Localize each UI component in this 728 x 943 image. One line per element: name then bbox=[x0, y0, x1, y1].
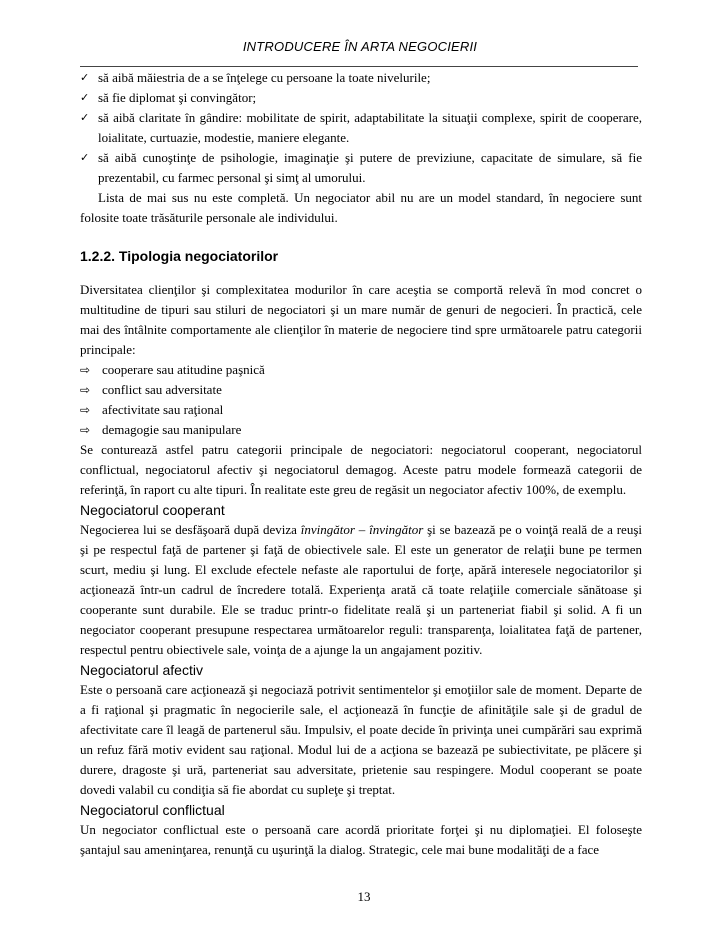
header-divider bbox=[80, 66, 638, 67]
conflictual-paragraph: Un negociator conflictual este o persoană care acordă prioritate forţei şi nu diplomaţiei. El foloseşte şantajul sau ameninţarea, renunţă cu uşurinţă la dialog. Strategic, cele mai bune modalităţi de a face bbox=[80, 822, 642, 857]
summary-paragraph: Se conturează astfel patru categorii principale de negociatori: negociatorul cooperant, negociatorul conflictual, negociatorul afectiv şi negociatorul demagog. Aceste patru modele formează categorii de referinţă, în raport cu alte tipuri. În realitate este greu de regăsit un negociator afectiv 100%, de exemplu. bbox=[80, 442, 642, 497]
checkmark-icon: ✓ bbox=[80, 151, 90, 164]
subheading-afectiv: Negociatorul afectiv bbox=[80, 662, 203, 678]
list-item-text: să aibă măiestria de a se înţelege cu persoane la toate nivelurile; bbox=[98, 70, 431, 85]
list-item-text: conflict sau adversitate bbox=[102, 382, 222, 397]
cooperant-text-start: Negocierea lui se desfăşoară după deviza bbox=[80, 522, 301, 537]
checkmark-icon: ✓ bbox=[80, 91, 90, 104]
afectiv-paragraph: Este o persoană care acţionează şi negociază potrivit sentimentelor şi emoţiilor sale de moment. Departe de a fi raţional şi pragmatic în negocierile sale, el acţionează în funcţie de afinităţile sale şi de gradul de afectivitate care îl leagă de partenerul său. Impulsiv, el poate decide în privinţa unei cumpărări sau exprimă un refuz fără motiv evident sau raţional. Modul lui de a acţiona se bazează pe subiectivitate, pe plăcere şi durere, dragoste şi ură, parteneriat sau adversitate, prietenie sau respingere. Modul cooperant se poate dovedi valabil cu condiţia să fie abordat cu supleţe şi treptat. bbox=[80, 682, 642, 797]
list-item-text: să aibă claritate în gândire: mobilitate de spirit, adaptabilitate la situaţii complexe, spirit de cooperare, loialitate, curtuazie, modestie, maniere elegante. bbox=[98, 110, 642, 145]
list-item-text: afectivitate sau raţional bbox=[102, 402, 224, 417]
list-item bbox=[80, 88, 642, 108]
list-item bbox=[80, 400, 642, 420]
list-item-text: demagogie sau manipulare bbox=[102, 422, 242, 437]
list-item-text: cooperare sau atitudine paşnică bbox=[102, 362, 265, 377]
cooperant-motto: învingător – învingător bbox=[300, 522, 424, 537]
intro-paragraph: Diversitatea clienţilor şi complexitatea modurilor în care aceştia se comportă relevă în mod concret o multitudine de tipuri sau stiluri de negociatori şi un mare număr de genuri de negocieri. În practică, cele mai des întâlnite comportamente ale clienţilor în materie de negociere tind spre următoarele patru categorii principale: bbox=[80, 282, 642, 357]
list-item-text: să aibă cunoştinţe de psihologie, imaginaţie şi putere de previziune, capacitate de simulare, să fie prezentabil, cu farmec personal şi simţ al umorului. bbox=[98, 150, 642, 185]
list-item bbox=[80, 380, 642, 400]
running-header: INTRODUCERE ÎN ARTA NEGOCIERII bbox=[242, 39, 478, 54]
qualities-list bbox=[80, 68, 642, 188]
page-body bbox=[80, 68, 642, 860]
categories-list bbox=[80, 360, 642, 440]
subheading-conflictual: Negociatorul conflictual bbox=[80, 802, 225, 818]
arrow-right-icon: ⇨ bbox=[80, 403, 91, 417]
subheading-cooperant: Negociatorul cooperant bbox=[80, 502, 225, 518]
checkmark-icon: ✓ bbox=[80, 111, 90, 124]
arrow-right-icon: ⇨ bbox=[80, 423, 91, 437]
list-item bbox=[80, 68, 642, 88]
list-item bbox=[80, 108, 642, 148]
list-item bbox=[80, 360, 642, 380]
section-heading: 1.2.2. Tipologia negociatorilor bbox=[80, 248, 279, 264]
checkmark-icon: ✓ bbox=[80, 71, 90, 84]
cooperant-paragraph bbox=[80, 520, 642, 660]
cooperant-text-end: şi se bazează pe o voinţă reală de a reuşi şi pe respectul faţă de partener şi faţă de obiectivele sale. El este un generator de relaţii bune pe termen scurt, mediu şi lung. El exclude efectele nefaste ale raportului de forţe, apără interesele negociatorilor şi acţionează într-un cadrul de încredere totală. Experienţa arată că toate relaţiile comerciale sănătoase şi cooperante sunt durabile. Ele se traduc printr-o fidelitate reală şi un parteneriat fiabil şi solid. A fi un negociator cooperant presupune respectarea următoarelor reguli: transparenţa, loialitatea faţă de partener, respectul pentru obiectivele sale, voinţa de a ajunge la un angajament pozitiv. bbox=[80, 522, 643, 657]
list-item-text: să fie diplomat şi convingător; bbox=[98, 90, 257, 105]
list-note-paragraph: Lista de mai sus nu este completă. Un negociator abil nu are un model standard, în negociere sunt folosite toate trăsăturile personale ale individului. bbox=[80, 190, 642, 225]
list-item bbox=[80, 148, 642, 188]
arrow-right-icon: ⇨ bbox=[80, 363, 91, 377]
list-item bbox=[80, 420, 642, 440]
page-number: 13 bbox=[357, 889, 371, 904]
arrow-right-icon: ⇨ bbox=[80, 383, 91, 397]
